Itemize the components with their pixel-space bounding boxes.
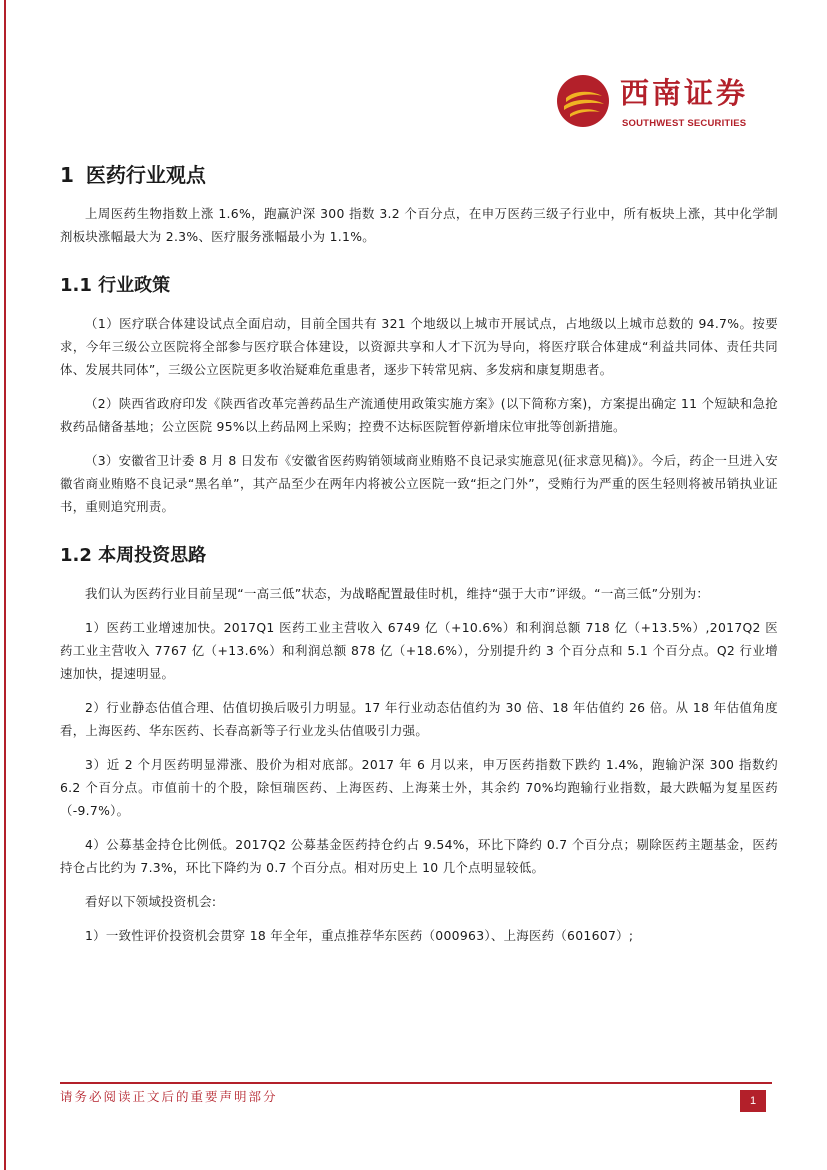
logo-emblem-icon — [556, 74, 610, 128]
investment-paragraph: 4）公募基金持仓比例低。2017Q2 公募基金医药持仓约占 9.54%，环比下降约 0.7 个百分点；剔除医药主题基金，医药持仓占比约为 7.3%，环比下降约为 0.7 个百分点。相对历史上 10 几个点明显较低。 — [60, 837, 778, 875]
left-margin-rule — [4, 0, 6, 1170]
footer-divider — [60, 1082, 772, 1084]
footer-disclaimer: 请务必阅读正文后的重要声明部分 — [60, 1089, 278, 1104]
investment-paragraph: 1）医药工业增速加快。2017Q1 医药工业主营收入 6749 亿（+10.6%）和利润总额 718 亿（+13.5%）,2017Q2 医药工业主营收入 7767 亿（+13.6%）和利润总额 878 亿（+18.6%），分别提升约 3 个百分点和 5.1 个百分点。Q2 行业增速加快，提速明显。 — [60, 620, 778, 681]
section-1-2-heading — [60, 542, 778, 570]
logo-english-name: SOUTHWEST SECURITIES — [622, 118, 747, 129]
section-1-heading — [60, 160, 778, 190]
logo-chinese-name: 西南证券 — [620, 76, 749, 110]
investment-paragraph: 我们认为医药行业目前呈现“一高三低”状态，为战略配置最佳时机，维持“强于大市”评级。“一高三低”分别为： — [85, 586, 710, 601]
section-1-number: 1 — [60, 163, 74, 187]
investment-paragraph: 1）一致性评价投资机会贯穿 18 年全年，重点推荐华东医药（000963）、上海医药（601607）; — [85, 928, 634, 943]
company-logo — [556, 74, 776, 134]
investment-paragraph: 看好以下领域投资机会: — [85, 894, 217, 909]
section-1-intro: 上周医药生物指数上涨 1.6%，跑赢沪深 300 指数 3.2 个百分点，在申万医药三级子行业中，所有板块上涨，其中化学制剂板块涨幅最大为 2.3%、医疗服务涨幅最小为 1.1%。 — [60, 206, 778, 244]
policy-paragraph: （2）陕西省政府印发《陕西省改革完善药品生产流通使用政策实施方案》(以下简称方案)，方案提出确定 11 个短缺和急抢救药品储备基地；公立医院 95%以上药品网上采购；控费不达标医院暂停新增床位审批等创新措施。 — [60, 396, 778, 434]
section-1-2-number: 1.2 — [60, 545, 92, 566]
policy-paragraph: （3）安徽省卫计委 8 月 8 日发布《安徽省医药购销领域商业贿赂不良记录实施意见(征求意见稿)》。今后，药企一旦进入安徽省商业贿赂不良记录“黑名单”，其产品至少在两年内将被公立医院一致“拒之门外”，受贿行为严重的医生轻则将被吊销执业证书，重则追究刑责。 — [60, 453, 778, 514]
page-number: 1 — [740, 1090, 766, 1112]
policy-paragraph: （1）医疗联合体建设试点全面启动，目前全国共有 321 个地级以上城市开展试点，占地级以上城市总数的 94.7%。按要求，今年三级公立医院将全部参与医疗联合体建设，以资源共享和人才下沉为导向，将医疗联合体建成“利益共同体、责任共同体、发展共同体”，三级公立医院更多收治疑难危重患者，逐步下转常见病、多发病和康复期患者。 — [60, 316, 778, 377]
investment-paragraph: 3）近 2 个月医药明显滞涨、股价为相对底部。2017 年 6 月以来，申万医药指数下跌约 1.4%，跑输沪深 300 指数约 6.2 个百分点。市值前十的个股，除恒瑞医药、上海医药、上海莱士外，其余约 70%均跑输行业指数，最大跌幅为复星医药（-9.7%）。 — [60, 757, 778, 818]
section-1-1-number: 1.1 — [60, 275, 92, 296]
investment-paragraph: 2）行业静态估值合理、估值切换后吸引力明显。17 年行业动态估值约为 30 倍、18 年估值约 26 倍。从 18 年估值角度看，上海医药、华东医药、长春高新等子行业龙头估值吸引力强。 — [60, 700, 778, 738]
section-1-2-title: 本周投资思路 — [98, 545, 207, 566]
section-1-1-heading — [60, 272, 778, 300]
section-1-1-title: 行业政策 — [98, 275, 171, 296]
report-body — [60, 160, 778, 958]
section-1-title: 医药行业观点 — [85, 163, 206, 187]
